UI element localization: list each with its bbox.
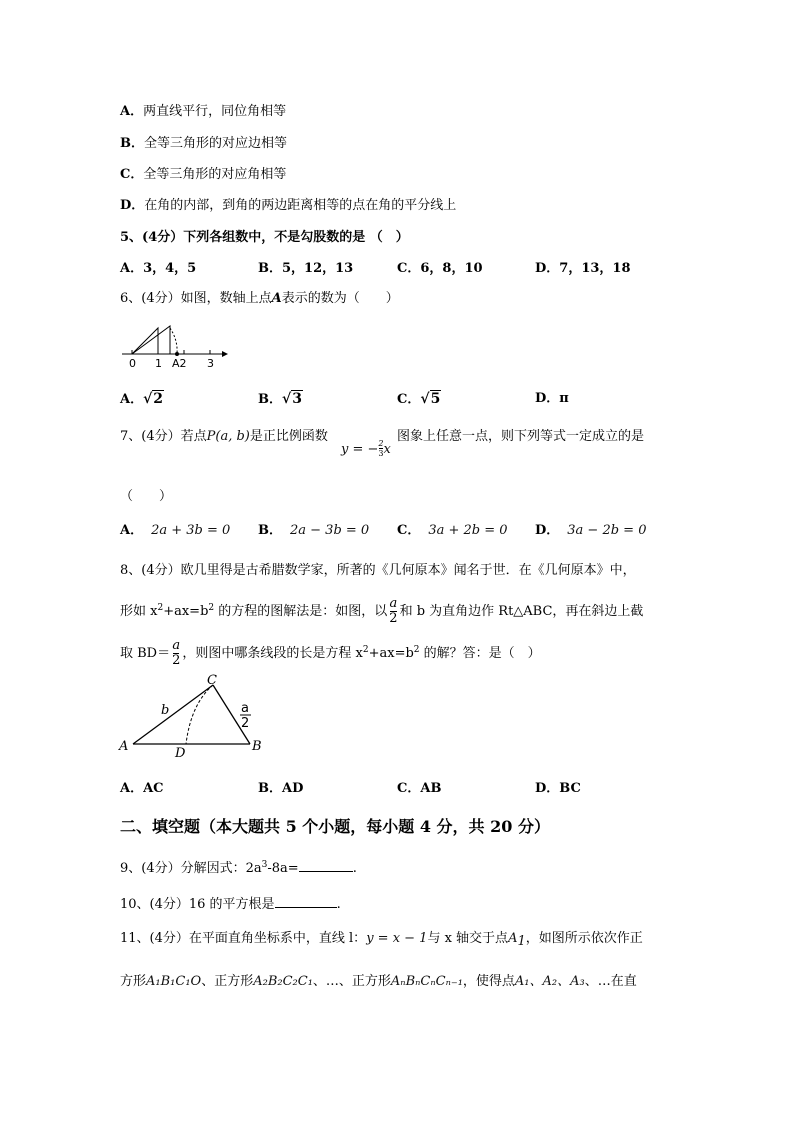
point-a: [175, 352, 179, 356]
q11-line2: 方形A₁B₁C₁O、正方形A₂B₂C₂C₁、…、正方形AₙBₙCₙCₙ₋₁，使得点A₁、A₂、A₃、…在直: [120, 974, 637, 989]
number-line-figure: [118, 320, 230, 372]
q5-option-d: D．7，13，18: [535, 261, 631, 276]
q7-paren: （ ）: [120, 489, 173, 504]
q4-option-c: [120, 166, 286, 184]
option-text: 在角的内部，到角的两边距离相等的点在角的平分线上: [144, 198, 457, 213]
q4-option-d: [120, 197, 456, 215]
q4-option-a: [120, 103, 286, 121]
q8-option-d: D．BC: [535, 781, 581, 796]
q11-line1: 11、(4分）在平面直角坐标系中，直线 l：y = x − 1与 x 轴交于点$A_1$，如图所示依次作正: [120, 931, 643, 949]
q8-line1: 8、(4分）欧几里得是古希腊数学家，所著的《几何原本》闻名于世．在《几何原本》中，: [120, 563, 636, 578]
q6-stem: 6、(4分）如图，数轴上点A表示的数为（ ）: [120, 291, 399, 306]
answer-blank: [275, 894, 337, 908]
q4-option-b: [120, 135, 287, 153]
axis-label-a2: A2: [172, 357, 187, 370]
option-text: 全等三角形的对应角相等: [143, 167, 287, 182]
option-letter: D．: [120, 198, 145, 213]
arc-cd: [186, 685, 213, 744]
q6-option-b: B．√3: [258, 391, 302, 407]
q6-option-d: D．π: [535, 391, 569, 406]
q7-option-b: B． 2a − 3b = 0: [258, 523, 370, 538]
q5-option-a: A．3，4，5: [120, 261, 197, 276]
q5-option-b: B．5，12，13: [258, 261, 354, 276]
label-a: A: [119, 739, 129, 754]
arc: [170, 328, 177, 354]
side-ac: [133, 685, 213, 744]
axis-label-0: 0: [129, 357, 136, 370]
axis-label-1: 1: [155, 357, 162, 370]
q8-option-a: A．AC: [120, 781, 164, 796]
q5-stem: 5、(4分）下列各组数中，不是勾股数的是 （ ）: [120, 230, 409, 245]
point-p: P(a, b): [206, 429, 250, 444]
q9: 9、(4分）分解因式：$2a^3-8a=$ .: [120, 860, 357, 876]
q10: 10、(4分）16 的平方根是 .: [120, 894, 341, 914]
q7-option-c: C． 3a + 2b = 0: [397, 523, 508, 538]
label-a-num: a: [241, 701, 249, 716]
option-letter: B．: [120, 136, 144, 151]
triangle-2: [132, 326, 170, 354]
q8-option-b: B．AD: [258, 781, 304, 796]
q7-stem-post: 图象上任意一点，则下列等式一定成立的是: [397, 429, 645, 444]
label-c: C: [207, 673, 217, 688]
option-text: 两直线平行，同位角相等: [143, 104, 287, 119]
q7-function: y = − $\frac{2}{3}$ x: [341, 439, 391, 458]
label-d: D: [175, 746, 186, 757]
option-letter: A．: [120, 104, 144, 119]
label-b-side: b: [161, 703, 170, 718]
right-triangle-figure: [115, 672, 270, 757]
q7-option-d: D． 3a − 2b = 0: [535, 523, 647, 538]
q8-line3: 取 BD＝ $\frac{a}{2}$ ，则图中哪条线段的长是方程 $x^2+ax=b^2$ 的解？答：是（ ）: [120, 638, 541, 668]
q6-option-c: C．√5: [397, 391, 441, 407]
q8-line2: 形如 $x^2+ax=b^2$ 的方程的图解法是：如图，以 $\frac{a}{2}$ 和 b 为直角边作 Rt△ABC，再在斜边上截: [120, 596, 644, 626]
option-text: 全等三角形的对应边相等: [144, 136, 288, 151]
point-label: A: [271, 291, 282, 306]
label-b-vertex: B: [252, 739, 262, 754]
q6-option-a: A．√2: [120, 391, 164, 407]
q5-option-c: C．6，8，10: [397, 261, 483, 276]
q7-option-a: A． 2a + 3b = 0: [120, 523, 231, 538]
q8-option-c: C．AB: [397, 781, 442, 796]
section-heading: 二、填空题（本大题共 5 个小题，每小题 4 分，共 20 分）: [120, 817, 550, 836]
triangle-1: [132, 328, 158, 354]
option-letter: C．: [120, 167, 144, 182]
answer-blank: [299, 858, 353, 872]
axis-arrow: [222, 351, 228, 357]
label-a-den: 2: [241, 716, 250, 731]
q7-stem: 7、(4分）若点P(a, b)是正比例函数: [120, 429, 328, 444]
axis-label-3: 3: [207, 357, 214, 370]
